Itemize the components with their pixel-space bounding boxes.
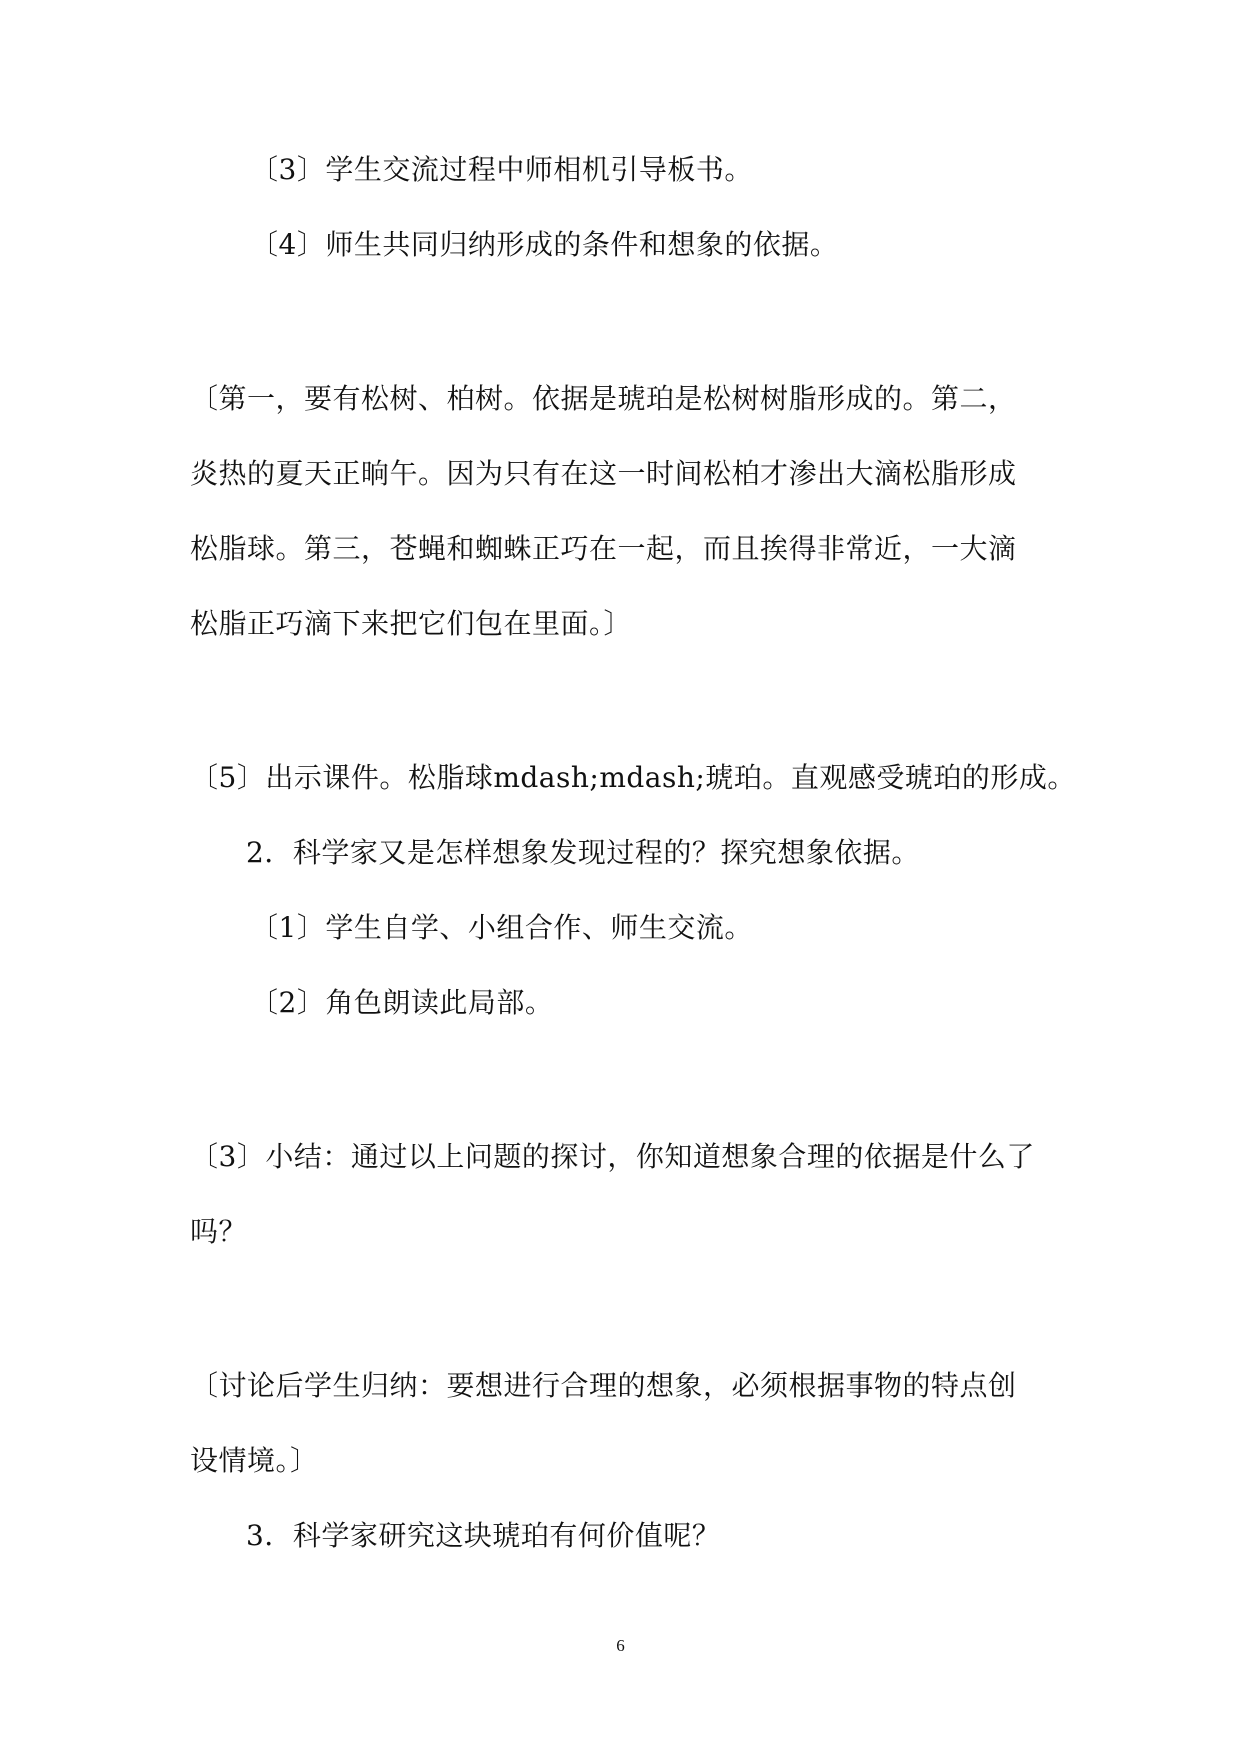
text-line: 炎热的夏天正晌午。因为只有在这一时间松柏才渗出大滴松脂形成 bbox=[190, 457, 1017, 490]
text-line: 松脂球。第三，苍蝇和蜘蛛正巧在一起，而且挨得非常近，一大滴 bbox=[190, 532, 1017, 565]
text-line: 〔1〕学生自学、小组合作、师生交流。 bbox=[250, 911, 753, 944]
text-line: 〔2〕角色朗读此局部。 bbox=[250, 986, 554, 1019]
text-line: 2．科学家又是怎样想象发现过程的？探究想象依据。 bbox=[246, 836, 920, 869]
text-line: 〔讨论后学生归纳：要想进行合理的想象，必须根据事物的特点创 bbox=[190, 1369, 1017, 1402]
text-line: 〔5〕出示课件。松脂球mdash;mdash;琥珀。直观感受琥珀的形成。 bbox=[190, 761, 1076, 794]
text-line: 3．科学家研究这块琥珀有何价值呢？ bbox=[246, 1519, 721, 1552]
text-line: 松脂正巧滴下来把它们包在里面。〕 bbox=[190, 607, 633, 640]
text-line: 〔第一，要有松树、柏树。依据是琥珀是松树树脂形成的。第二， bbox=[190, 382, 1017, 415]
text-line: 〔3〕学生交流过程中师相机引导板书。 bbox=[250, 153, 753, 186]
text-line: 设情境。〕 bbox=[190, 1444, 319, 1477]
text-line: 〔4〕师生共同归纳形成的条件和想象的依据。 bbox=[250, 228, 839, 261]
text-line: 吗？ bbox=[190, 1215, 248, 1248]
page-number: 6 bbox=[616, 1636, 625, 1655]
text-line: 〔3〕小结：通过以上问题的探讨，你知道想象合理的依据是什么了 bbox=[190, 1140, 1035, 1173]
